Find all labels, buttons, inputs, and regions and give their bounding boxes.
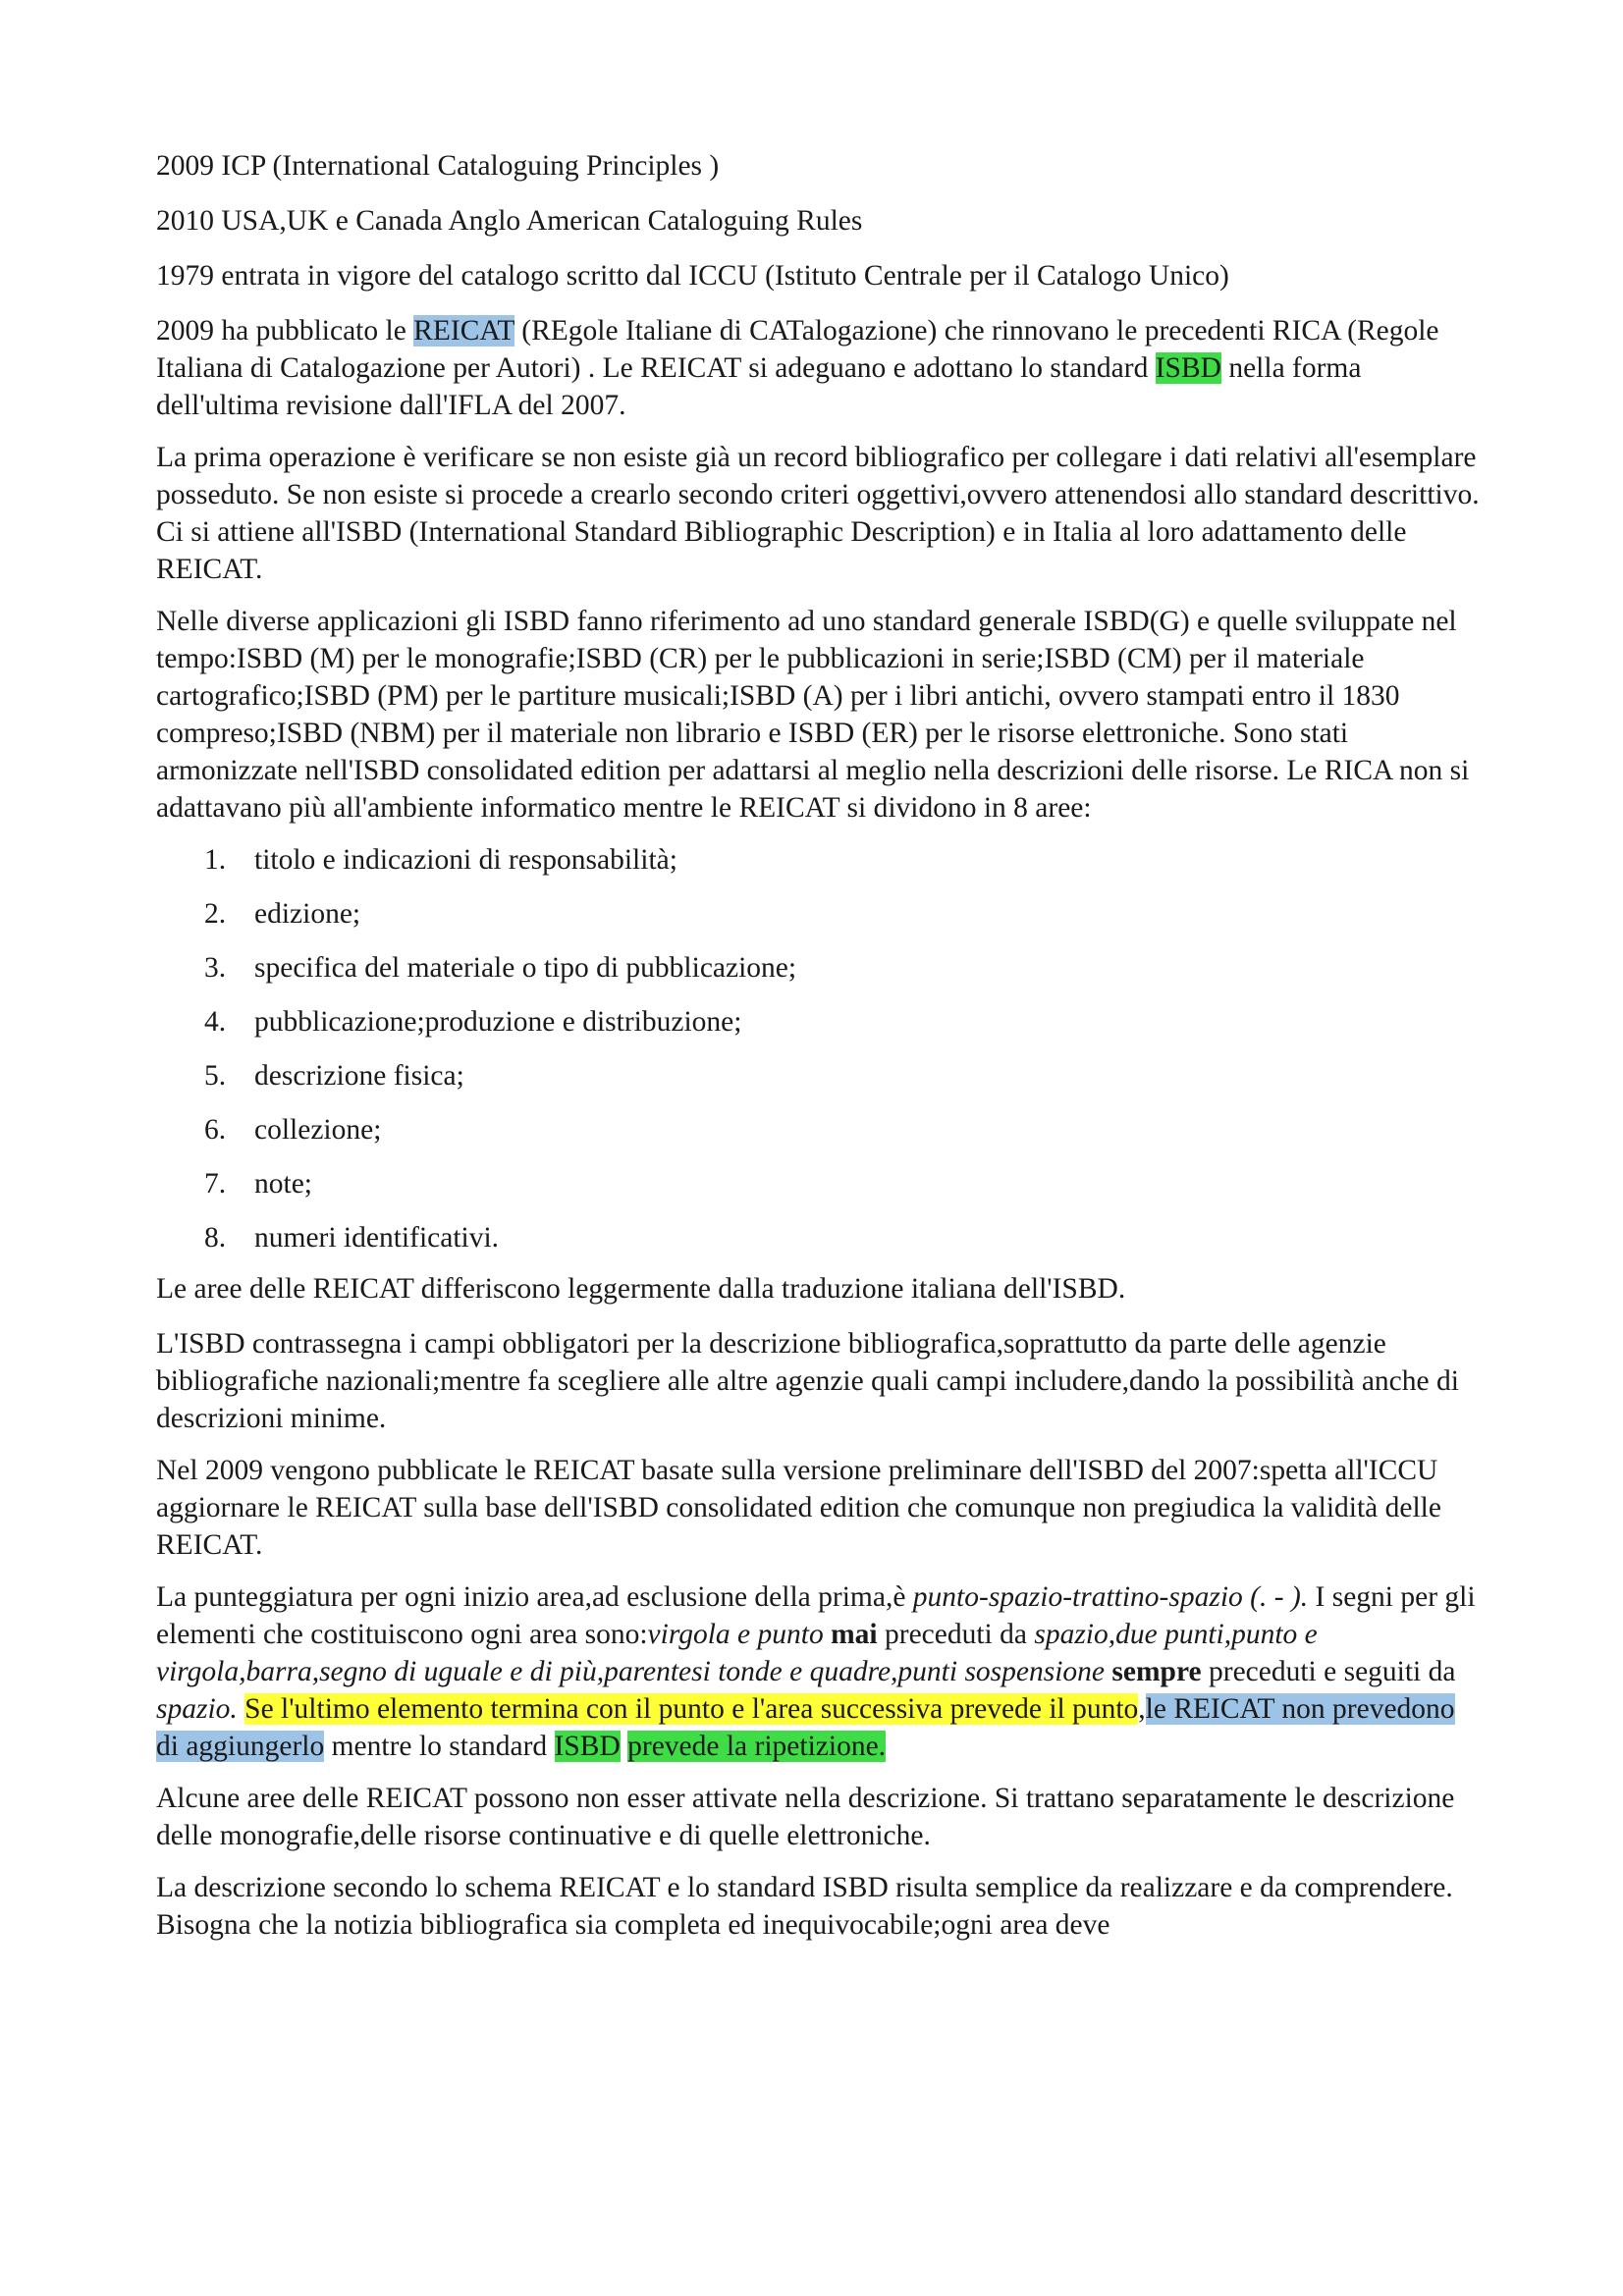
list-item: 4. pubblicazione;produzione e distribuzione; [204,1006,742,1038]
highlight-isbd: ISBD [1155,352,1221,384]
list-item: 2. edizione; [204,898,361,930]
paragraph-punctuation: La punteggiatura per ogni inizio area,ad esclusione della prima,è punto-spazio-trattino-spazio (. - ). I segni per gli elementi che costituiscono ogni area sono:virgola e punto mai preceduti da spazio,due punti,punto e virgola,barra,segno di uguale e di più,parentesi tonde e quadre,punti sospensione sempre preceduti e seguiti da spazio. Se l'ultimo elemento termina con il punto e l'area successiva prevede il punto,le REICAT non prevedono di aggiungerlo mentre lo standard ISBD prevede la ripetizione. [156,1581,1476,1762]
list-item: 3. specifica del materiale o tipo di pubblicazione; [204,952,797,984]
paragraph-reicat-intro: 2009 ha pubblicato le REICAT (REgole Italiane di CATalogazione) che rinnovano le precedenti RICA (Regole Italiana di Catalogazione per Autori) . Le REICAT si adeguano e adottano lo standard ISBD nella forma dell'ultima revisione dall'IFLA del 2007. [156,315,1439,421]
paragraph-first-operation: La prima operazione è verificare se non esiste già un record bibliografico per collegare i dati relativi all'esemplare posseduto. Se non esiste si procede a crearlo secondo criteri oggettivi,ovvero attenendosi allo standard descrittivo. Ci si attiene all'ISBD (International Standard Bibliographic Description) e in Italia al loro adattamento delle REICAT. [156,442,1480,585]
line-aacr: 2010 USA,UK e Canada Anglo American Cataloguing Rules [156,205,863,237]
highlight-green-repetition: prevede la ripetizione. [627,1731,887,1762]
list-item: 6. collezione; [204,1114,382,1146]
document-page [156,147,1484,1958]
list-item: 7. note; [204,1168,312,1200]
highlight-reicat: REICAT [413,315,514,347]
line-icp: 2009 ICP (International Cataloguing Principles ) [156,150,720,182]
list-item: 1. titolo e indicazioni di responsabilità; [204,844,677,876]
highlight-yellow-sentence: Se l'ultimo elemento termina con il punto e l'area successiva prevede il punto [244,1693,1139,1725]
paragraph-areas-differ: Le aree delle REICAT differiscono leggermente dalla traduzione italiana dell'ISBD. [156,1273,1126,1305]
paragraph-optional-areas: Alcune aree delle REICAT possono non esser attivate nella descrizione. Si trattano separatamente le descrizione delle monografie,delle risorse continuative e di quelle elettroniche. [156,1783,1455,1851]
paragraph-reicat-2009: Nel 2009 vengono pubblicate le REICAT basate sulla versione preliminare dell'ISBD del 2007:spetta all'ICCU aggiornare le REICAT sulla base dell'ISBD consolidated edition che comunque non pregiudica la validità delle REICAT. [156,1455,1441,1561]
highlight-green-isbd: ISBD [554,1731,621,1762]
paragraph-mandatory-fields: L'ISBD contrassegna i campi obbligatori per la descrizione bibliografica,soprattutto da parte delle agenzie bibliografiche nazionali;mentre fa scegliere alle altre agenzie quali campi includere,dando la possibilità anche di descrizioni minime. [156,1328,1459,1434]
line-iccu: 1979 entrata in vigore del catalogo scritto dal ICCU (Istituto Centrale per il Catalogo Unico) [156,260,1229,292]
paragraph-isbd-applications: Nelle diverse applicazioni gli ISBD fanno riferimento ad uno standard generale ISBD(G) e quelle sviluppate nel tempo:ISBD (M) per le monografie;ISBD (CR) per le pubblicazioni in serie;ISBD (CM) per il materiale cartografico;ISBD (PM) per le partiture musicali;ISBD (A) per i libri antichi, ovvero stampati entro il 1830 compreso;ISBD (NBM) per il materiale non librario e ISBD (ER) per le risorse elettroniche. Sono stati armonizzate nell'ISBD consolidated edition per adattarsi al meglio nella descrizioni delle risorse. Le RICA non si adattavano più all'ambiente informatico mentre le REICAT si dividono in 8 aree: [156,606,1470,824]
list-item: 5. descrizione fisica; [204,1060,464,1092]
highlight-blue-sentence: le REICAT non prevedono di aggiungerlo [156,1693,1455,1762]
areas-list [156,841,1484,1256]
paragraph-description-scheme: La descrizione secondo lo schema REICAT e lo standard ISBD risulta semplice da realizzare e da comprendere. Bisogna che la notizia bibliografica sia completa ed inequivocabile;ogni area deve [156,1872,1453,1941]
list-item: 8. numeri identificativi. [204,1222,500,1254]
